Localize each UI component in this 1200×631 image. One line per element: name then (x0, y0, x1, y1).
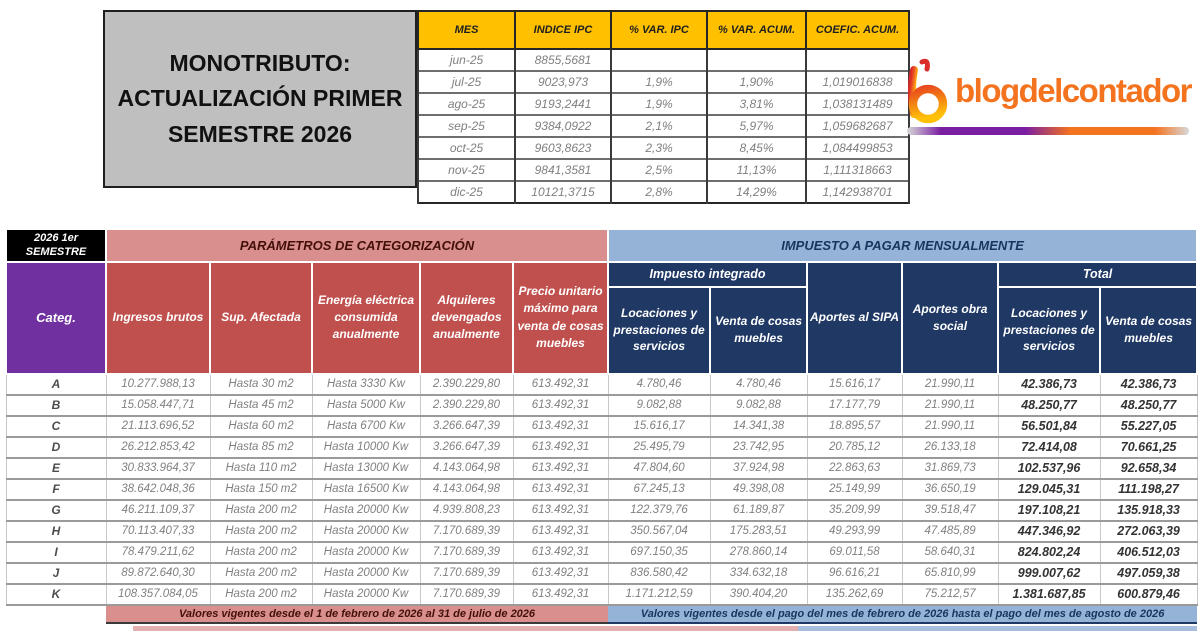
table-cell: E (6, 458, 106, 479)
table-cell: Hasta 60 m2 (210, 416, 312, 437)
table-row (418, 159, 909, 181)
table-cell: 613.492,31 (513, 542, 608, 563)
header-total: Total (998, 262, 1197, 287)
table-row (6, 458, 1197, 479)
table-cell: Hasta 200 m2 (210, 584, 312, 605)
table-cell: 390.404,20 (710, 584, 807, 605)
table-cell: 2,1% (611, 115, 707, 137)
table-cell: 2,5% (611, 159, 707, 181)
table-cell: 36.650,19 (902, 479, 998, 500)
table-cell: 48.250,77 (1100, 395, 1197, 416)
table-cell: oct-25 (418, 137, 515, 159)
blogdelcontador-wordmark: blogdelcontador (955, 72, 1191, 109)
table-cell: Hasta 20000 Kw (312, 563, 420, 584)
table-cell: 406.512,03 (1100, 542, 1197, 563)
table-cell: 4.780,46 (608, 374, 710, 395)
table-cell: 9.082,88 (710, 395, 807, 416)
blogdelcontador-b-icon (903, 58, 949, 124)
table-row (418, 93, 909, 115)
table-cell: 20.785,12 (807, 437, 902, 458)
table-cell: 15.616,17 (608, 416, 710, 437)
table-cell: 21.990,11 (902, 374, 998, 395)
table-cell: 2.390.229,80 (420, 374, 513, 395)
table-cell: 613.492,31 (513, 416, 608, 437)
table-row (418, 49, 909, 71)
table-cell: 35.209,99 (807, 500, 902, 521)
table-cell: 197.108,21 (998, 500, 1100, 521)
table-row (418, 71, 909, 93)
table-cell: 25.149,99 (807, 479, 902, 500)
table-cell (806, 49, 909, 71)
table-cell: 26.133,18 (902, 437, 998, 458)
group-header-parametros: PARÁMETROS DE CATEGORIZACIÓN (106, 229, 608, 262)
table-cell: 9193,2441 (515, 93, 611, 115)
table-cell: 447.346,92 (998, 521, 1100, 542)
table-cell: 30.833.964,37 (106, 458, 210, 479)
table-row (6, 563, 1197, 584)
header-sup-afectada: Sup. Afectada (210, 262, 312, 374)
table-cell: 9841,3581 (515, 159, 611, 181)
table-cell: 1.381.687,85 (998, 584, 1100, 605)
header-total-venta-muebles: Venta de cosas muebles (1100, 287, 1197, 374)
ipc-header-mes: MES (418, 11, 515, 49)
table-cell: 2,8% (611, 181, 707, 203)
table-cell: 613.492,31 (513, 563, 608, 584)
table-cell: 38.642.048,36 (106, 479, 210, 500)
table-cell: 102.537,96 (998, 458, 1100, 479)
table-row (6, 500, 1197, 521)
table-cell: 48.250,77 (998, 395, 1100, 416)
table-cell: 70.113.407,33 (106, 521, 210, 542)
table-row (418, 137, 909, 159)
table-cell: 8,45% (707, 137, 806, 159)
table-cell: 22.863,63 (807, 458, 902, 479)
table-cell: 39.518,47 (902, 500, 998, 521)
header-aportes-sipa: Aportes al SIPA (807, 262, 902, 374)
category-table-body (6, 374, 1197, 605)
table-cell: 1,111318663 (806, 159, 909, 181)
table-row (6, 542, 1197, 563)
table-cell: 4.780,46 (710, 374, 807, 395)
footer-row (6, 605, 1197, 623)
blogdelcontador-logo (903, 58, 1195, 135)
table-row (6, 479, 1197, 500)
table-cell: 613.492,31 (513, 458, 608, 479)
table-cell: 10121,3715 (515, 181, 611, 203)
header-impuesto-integrado: Impuesto integrado (608, 262, 807, 287)
table-cell: 14.341,38 (710, 416, 807, 437)
table-cell: 108.357.084,05 (106, 584, 210, 605)
table-cell: 8855,5681 (515, 49, 611, 71)
table-cell: Hasta 45 m2 (210, 395, 312, 416)
table-cell: 1,90% (707, 71, 806, 93)
table-row (6, 395, 1197, 416)
table-row (6, 584, 1197, 605)
table-cell: 21.113.696,52 (106, 416, 210, 437)
table-cell: J (6, 563, 106, 584)
table-cell: 78.479.211,62 (106, 542, 210, 563)
table-cell: Hasta 20000 Kw (312, 521, 420, 542)
header-energia-electrica: Energía eléctrica consumida anualmente (312, 262, 420, 374)
table-cell: 350.567,04 (608, 521, 710, 542)
table-cell: 47.804,60 (608, 458, 710, 479)
table-cell: 1,084499853 (806, 137, 909, 159)
table-cell: 836.580,42 (608, 563, 710, 584)
table-cell: Hasta 13000 Kw (312, 458, 420, 479)
table-cell: 3.266.647,39 (420, 437, 513, 458)
table-cell: D (6, 437, 106, 458)
table-cell: 2,3% (611, 137, 707, 159)
table-cell: 11,13% (707, 159, 806, 181)
table-cell: 46.211.109,37 (106, 500, 210, 521)
table-cell: Hasta 200 m2 (210, 500, 312, 521)
title-line-2: ACTUALIZACIÓN PRIMER (117, 85, 403, 112)
table-row (6, 416, 1197, 437)
table-cell: 613.492,31 (513, 395, 608, 416)
table-row (418, 181, 909, 203)
table-cell: 334.632,18 (710, 563, 807, 584)
table-cell: 1.171.212,59 (608, 584, 710, 605)
table-cell: Hasta 10000 Kw (312, 437, 420, 458)
table-cell: Hasta 3330 Kw (312, 374, 420, 395)
table-cell: Hasta 5000 Kw (312, 395, 420, 416)
table-cell: 4.939.808,23 (420, 500, 513, 521)
table-cell: 15.616,17 (807, 374, 902, 395)
table-cell: jun-25 (418, 49, 515, 71)
table-cell: 49.398,08 (710, 479, 807, 500)
table-cell (707, 49, 806, 71)
table-cell: 37.924,98 (710, 458, 807, 479)
header-ingresos-brutos: Ingresos brutos (106, 262, 210, 374)
table-cell: 56.501,84 (998, 416, 1100, 437)
table-cell: Hasta 200 m2 (210, 521, 312, 542)
table-cell: 129.045,31 (998, 479, 1100, 500)
table-cell: 72.414,08 (998, 437, 1100, 458)
table-cell: Hasta 20000 Kw (312, 584, 420, 605)
table-cell: 135.918,33 (1100, 500, 1197, 521)
table-cell: 697.150,35 (608, 542, 710, 563)
table-cell: 21.990,11 (902, 395, 998, 416)
header-total-locaciones-servicios: Locaciones y prestaciones de servicios (998, 287, 1100, 374)
table-cell: 613.492,31 (513, 374, 608, 395)
table-cell: 65.810,99 (902, 563, 998, 584)
group-header-impuesto: IMPUESTO A PAGAR MENSUALMENTE (608, 229, 1197, 262)
table-row (6, 521, 1197, 542)
ipc-table (417, 10, 910, 204)
table-cell: 96.616,21 (807, 563, 902, 584)
ipc-header-indice: INDICE IPC (515, 11, 611, 49)
table-cell: 9.082,88 (608, 395, 710, 416)
table-cell: 999.007,62 (998, 563, 1100, 584)
table-cell: 7.170.689,39 (420, 584, 513, 605)
table-cell: 26.212.853,42 (106, 437, 210, 458)
table-cell: 14,29% (707, 181, 806, 203)
table-cell: 55.227,05 (1100, 416, 1197, 437)
table-cell: 600.879,46 (1100, 584, 1197, 605)
ipc-header-var: % VAR. IPC (611, 11, 707, 49)
title-line-1: MONOTRIBUTO: (169, 49, 351, 76)
table-cell: dic-25 (418, 181, 515, 203)
table-cell: 58.640,31 (902, 542, 998, 563)
table-cell: 613.492,31 (513, 584, 608, 605)
ipc-table-body (418, 49, 909, 203)
table-cell: 1,019016838 (806, 71, 909, 93)
table-cell: sep-25 (418, 115, 515, 137)
table-cell: 49.293,99 (807, 521, 902, 542)
table-cell: Hasta 16500 Kw (312, 479, 420, 500)
table-cell: C (6, 416, 106, 437)
table-cell: 272.063,39 (1100, 521, 1197, 542)
table-cell: 824.802,24 (998, 542, 1100, 563)
table-cell: 69.011,58 (807, 542, 902, 563)
table-cell: Hasta 110 m2 (210, 458, 312, 479)
ipc-header-row (418, 11, 909, 49)
ipc-header-coefic: COEFIC. ACUM. (806, 11, 909, 49)
footer-vigencia-impuesto: Valores vigentes desde el pago del mes de febrero de 2026 hasta el pago del mes de agosto de 2026 (608, 605, 1197, 623)
table-cell: 47.485,89 (902, 521, 998, 542)
table-cell: 7.170.689,39 (420, 563, 513, 584)
header-precio-unitario: Precio unitario máximo para venta de cosas muebles (513, 262, 608, 374)
cutoff-row-blue-strip (798, 626, 1197, 631)
table-cell: 42.386,73 (1100, 374, 1197, 395)
header-categ: Categ. (6, 262, 106, 374)
table-cell: 89.872.640,30 (106, 563, 210, 584)
table-cell: Hasta 20000 Kw (312, 542, 420, 563)
logo-gradient-bar (907, 127, 1189, 135)
cutoff-row-pink-strip (133, 626, 798, 631)
table-cell: A (6, 374, 106, 395)
footer-vigencia-parametros: Valores vigentes desde el 1 de febrero de 2026 al 31 de julio de 2026 (106, 605, 608, 623)
subgroup-header-row (6, 262, 1197, 287)
table-cell: 122.379,76 (608, 500, 710, 521)
ipc-header-var-acum: % VAR. ACUM. (707, 11, 806, 49)
semester-corner-cell: 2026 1er SEMESTRE (6, 229, 106, 262)
table-cell: nov-25 (418, 159, 515, 181)
table-cell: 1,9% (611, 71, 707, 93)
table-cell: 92.658,34 (1100, 458, 1197, 479)
table-cell: K (6, 584, 106, 605)
table-cell: 31.869,73 (902, 458, 998, 479)
table-cell: Hasta 30 m2 (210, 374, 312, 395)
table-cell: 278.860,14 (710, 542, 807, 563)
table-cell: 75.212,57 (902, 584, 998, 605)
table-cell: ago-25 (418, 93, 515, 115)
table-cell: I (6, 542, 106, 563)
table-cell: H (6, 521, 106, 542)
table-cell: 175.283,51 (710, 521, 807, 542)
table-cell: G (6, 500, 106, 521)
table-cell: 2.390.229,80 (420, 395, 513, 416)
table-cell: 21.990,11 (902, 416, 998, 437)
table-cell: 613.492,31 (513, 479, 608, 500)
footer-empty-cell (6, 605, 106, 623)
table-cell: Hasta 200 m2 (210, 563, 312, 584)
group-header-row (6, 229, 1197, 262)
table-cell: 1,9% (611, 93, 707, 115)
table-row (6, 374, 1197, 395)
table-row (418, 115, 909, 137)
table-cell: 613.492,31 (513, 437, 608, 458)
table-cell: 18.895,57 (807, 416, 902, 437)
table-cell: 3.266.647,39 (420, 416, 513, 437)
table-cell: 15.058.447,71 (106, 395, 210, 416)
table-cell: 4.143.064,98 (420, 479, 513, 500)
table-cell: 497.059,38 (1100, 563, 1197, 584)
table-cell: 61.189,87 (710, 500, 807, 521)
monotributo-table (5, 228, 1198, 624)
title-line-3: SEMESTRE 2026 (167, 120, 353, 147)
table-cell: 9384,0922 (515, 115, 611, 137)
header-venta-muebles: Venta de cosas muebles (710, 287, 807, 374)
header-aportes-obra-social: Aportes obra social (902, 262, 998, 374)
table-cell: 111.198,27 (1100, 479, 1197, 500)
table-cell: 1,038131489 (806, 93, 909, 115)
table-cell: Hasta 6700 Kw (312, 416, 420, 437)
header-alquileres: Alquileres devengados anualmente (420, 262, 513, 374)
table-row (6, 437, 1197, 458)
table-cell (611, 49, 707, 71)
page-title (103, 10, 417, 188)
table-cell: jul-25 (418, 71, 515, 93)
table-cell: 7.170.689,39 (420, 542, 513, 563)
table-cell: 9023,973 (515, 71, 611, 93)
table-cell: 10.277.988,13 (106, 374, 210, 395)
table-cell: 4.143.064,98 (420, 458, 513, 479)
table-cell: 5,97% (707, 115, 806, 137)
table-cell: 613.492,31 (513, 521, 608, 542)
table-cell: 7.170.689,39 (420, 521, 513, 542)
table-cell: Hasta 85 m2 (210, 437, 312, 458)
table-cell: 17.177,79 (807, 395, 902, 416)
table-cell: 67.245,13 (608, 479, 710, 500)
table-cell: Hasta 150 m2 (210, 479, 312, 500)
table-cell: 42.386,73 (998, 374, 1100, 395)
header-locaciones-servicios: Locaciones y prestaciones de servicios (608, 287, 710, 374)
table-cell: 135.262,69 (807, 584, 902, 605)
table-cell: 3,81% (707, 93, 806, 115)
table-cell: 1,142938701 (806, 181, 909, 203)
table-cell: 70.661,25 (1100, 437, 1197, 458)
table-cell: 613.492,31 (513, 500, 608, 521)
table-cell: 23.742,95 (710, 437, 807, 458)
table-cell: 9603,8623 (515, 137, 611, 159)
table-cell: F (6, 479, 106, 500)
table-cell: Hasta 20000 Kw (312, 500, 420, 521)
table-cell: Hasta 200 m2 (210, 542, 312, 563)
table-cell: 1,059682687 (806, 115, 909, 137)
table-cell: B (6, 395, 106, 416)
table-cell: 25.495,79 (608, 437, 710, 458)
